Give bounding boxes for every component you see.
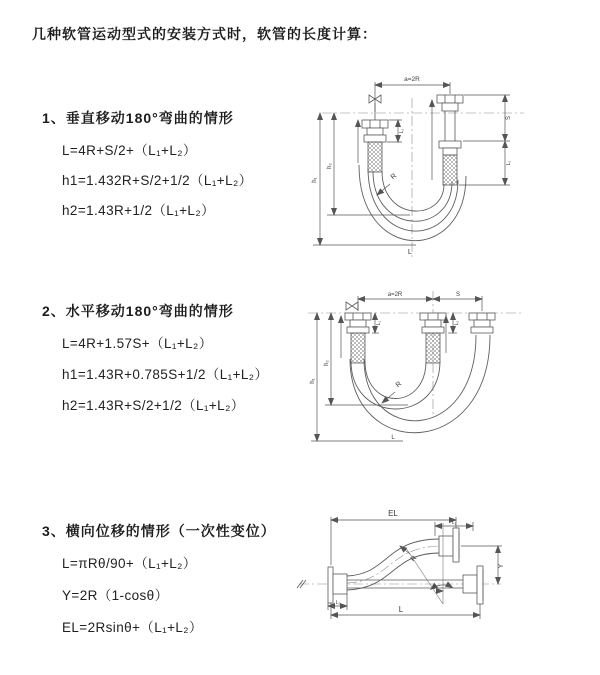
dimension-l2 <box>459 141 512 185</box>
dimension-s <box>433 292 482 299</box>
radius-callout <box>400 546 418 563</box>
dim-label-h1: h₁ <box>310 378 316 384</box>
dim-label-s: S <box>455 292 461 298</box>
braided-hose-section <box>443 155 457 185</box>
formula-line: h1=1.43R+0.785S+1/2（L₁+L₂） <box>62 367 269 382</box>
dimension-a2r <box>358 292 482 311</box>
valve-icon <box>346 302 358 310</box>
diagram-1 <box>298 68 528 263</box>
right-fitting <box>469 313 495 333</box>
right-fitting <box>437 95 463 185</box>
dim-label-l1: L₁ <box>376 320 382 326</box>
label-r: R <box>394 380 404 390</box>
dim-label-l1: L₁ <box>451 520 457 526</box>
label-l: L <box>407 247 413 256</box>
label-theta: θ <box>432 585 436 591</box>
dimension-l <box>331 603 480 619</box>
formula-line: EL=2Rsinθ+（L₁+L₂） <box>62 620 203 635</box>
angle-construction <box>406 523 453 604</box>
formula-line: h2=1.43R+1/2（L₁+L₂） <box>62 203 215 218</box>
dimension-s <box>463 95 512 141</box>
dim-label-l2: L₂ <box>335 600 341 606</box>
dim-label-l2: L₂ <box>506 160 512 166</box>
center-fitting <box>420 313 446 363</box>
page-title: 几种软管运动型式的安装方式时，软管的长度计算： <box>32 26 377 42</box>
formula-line: Y=2R（1-cosθ） <box>62 588 169 603</box>
braided-hose-section <box>368 142 382 172</box>
radius-callout <box>382 381 403 403</box>
formula-line: h1=1.432R+S/2+1/2（L₁+L₂） <box>62 173 253 188</box>
formula-line: L=4R+S/2+（L₁+L₂） <box>62 143 197 158</box>
hose-u-arcs <box>350 335 490 433</box>
formula-line: L=4R+1.57S+（L₁+L₂） <box>62 336 213 351</box>
dimension-a2r <box>375 76 450 112</box>
formula-line: L=πRθ/90+（L₁+L₂） <box>62 556 197 571</box>
dimension-el <box>331 509 456 565</box>
label-r: R <box>409 554 419 564</box>
dim-label-s: S <box>506 115 512 121</box>
radius-callout <box>377 173 398 195</box>
dim-label-l2: L₂ <box>454 320 460 326</box>
dim-label-l: L <box>398 605 404 614</box>
dim-label-h2: h₂ <box>324 360 330 366</box>
braided-hose-section <box>351 333 365 363</box>
centerlines <box>322 98 524 260</box>
dim-label-el: EL <box>388 509 398 518</box>
dim-label-a2r: a=2R <box>387 292 403 298</box>
left-fitting <box>362 120 388 172</box>
centerlines <box>308 291 523 418</box>
left-fitting <box>345 313 371 363</box>
section-3-heading: 3、横向位移的情形（一次性变位） <box>42 523 276 539</box>
dim-label-l1: L₁ <box>399 128 405 134</box>
label-r: R <box>389 172 399 182</box>
dimension-l1 <box>372 313 382 333</box>
dimension-l1 <box>387 120 405 142</box>
section-1-heading: 1、垂直移动180°弯曲的情形 <box>42 110 234 126</box>
diagram-3 <box>293 503 593 648</box>
dimension-l2 <box>448 313 460 333</box>
section-2-heading: 2、水平移动180°弯曲的情形 <box>42 303 234 319</box>
s-curve-hose <box>347 528 459 590</box>
braided-hose-section <box>426 333 440 363</box>
dim-label-a2r: a=2R <box>404 76 420 83</box>
dim-label-y: Y <box>498 563 505 569</box>
diagram-2 <box>303 283 528 458</box>
dim-label-h2: h₂ <box>327 163 333 169</box>
formula-line: h2=1.43R+S/2+1/2（L₁+L₂） <box>62 398 245 413</box>
dim-label-h1: h₁ <box>312 177 318 183</box>
left-flange <box>328 567 347 603</box>
label-l: L <box>391 435 395 441</box>
